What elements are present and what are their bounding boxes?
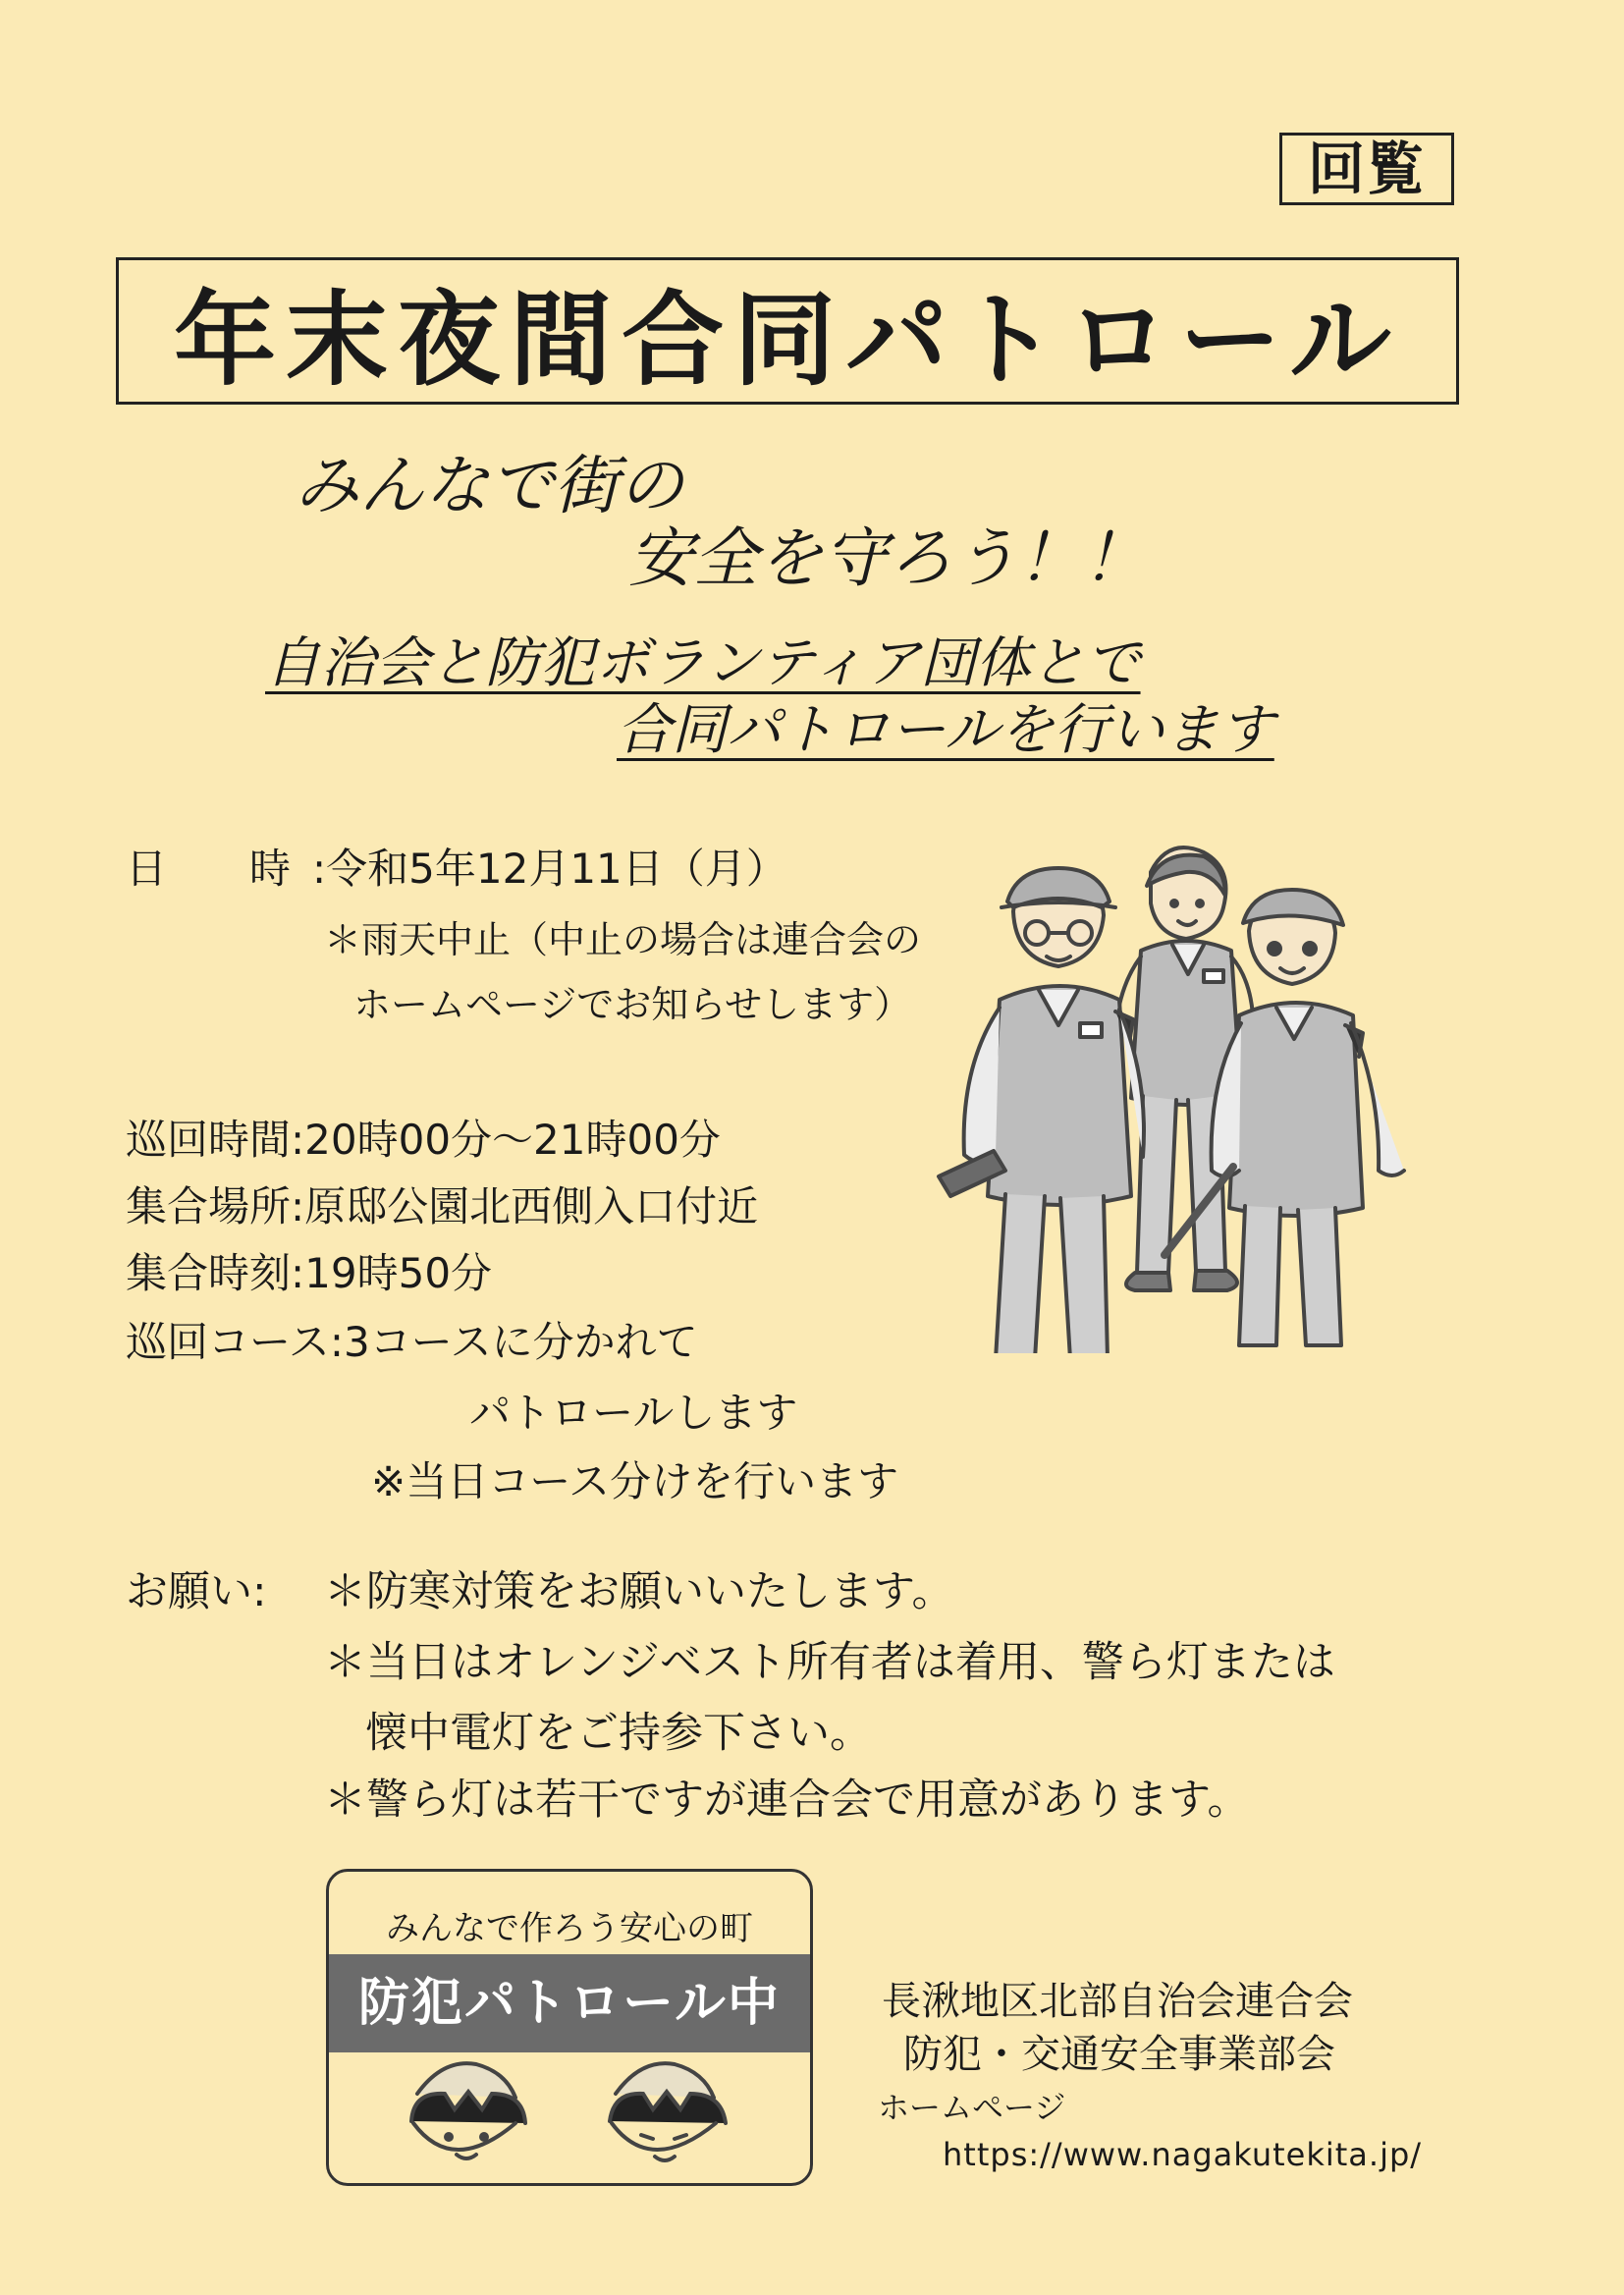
patrol-volunteers-illustration [933, 843, 1443, 1353]
course-line-3: ※当日コース分けを行います [371, 1457, 899, 1505]
request-item-2b: 懐中電灯をご持参下さい。 [365, 1709, 872, 1758]
date-value: :令和5年12月11日（月） [312, 845, 787, 893]
homepage-label: ホームページ [878, 2089, 1066, 2126]
request-item-1: ＊防寒対策をお願いいたします。 [324, 1567, 954, 1616]
date-note-2: ホームページでお知らせします） [353, 983, 912, 1026]
slogan-line-1: みんなで街の [295, 448, 683, 523]
request-item-2a: ＊当日はオレンジベスト所有者は着用、警ら灯または [324, 1638, 1335, 1687]
badge-slogan: みんなで作ろう安心の町 [386, 1909, 753, 1948]
meeting-time: 集合時刻:19時50分 [126, 1249, 493, 1297]
circulation-stamp: 回覧 [1279, 133, 1454, 205]
meeting-place: 集合場所:原邸公園北西側入口付近 [126, 1182, 759, 1230]
volunteer-left [939, 868, 1144, 1353]
slogan-line-2: 安全を守ろう！！ [628, 520, 1147, 596]
title-box [116, 257, 1459, 405]
organizer-line-2: 防犯・交通安全事業部会 [903, 2032, 1335, 2077]
organizer-line-1: 長湫地区北部自治会連合会 [882, 1979, 1353, 2024]
lead-line-2: 合同パトロールを行います [617, 698, 1274, 762]
patrol-badge [326, 1869, 813, 2186]
lead-line-1: 自治会と防犯ボランティア団体とで [265, 631, 1141, 695]
request-item-3: ＊警ら灯は若干ですが連合会で用意があります。 [324, 1776, 1250, 1825]
course-line-1: 巡回コース:3コースに分かれて [126, 1318, 698, 1366]
page-title: 年末夜間合同パトロール [174, 280, 1401, 400]
date-note-1: ＊雨天中止（中止の場合は連合会の [324, 918, 922, 961]
badge-band: 防犯パトロール中 [329, 1954, 810, 2052]
course-line-2: パトロールします [469, 1389, 798, 1437]
homepage-url[interactable]: https://www.nagakutekita.jp/ [943, 2136, 1423, 2173]
children-faces-icon [329, 2052, 813, 2186]
date-label: 日 時 [126, 845, 292, 893]
requests-label: お願い: [126, 1567, 267, 1616]
patrol-time: 巡回時間:20時00分～21時00分 [126, 1116, 721, 1164]
